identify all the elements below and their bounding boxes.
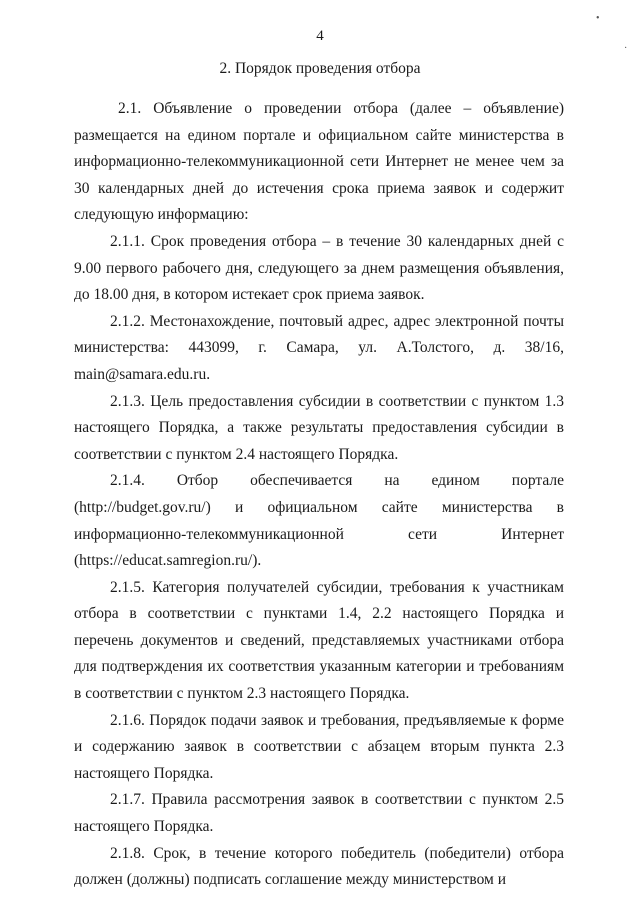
document-body <box>74 96 564 894</box>
paragraph-2-1-8: 2.1.8. Срок, в течение которого победитель (победители) отбора должен (должны) подписать соглашение между министерством и <box>74 844 564 889</box>
page-number: 4 <box>316 28 324 44</box>
paragraph-2-1-5: 2.1.5. Категория получателей субсидии, требования к участникам отбора в соответствии с пунктами 1.4, 2.2 настоящего Порядка и перечень документов и сведений, представляемых участниками отбора для подтверждения их соответствия указанным категории и требованиям в соответствии с пунктом 2.3 настоящего Порядка. <box>74 578 564 703</box>
paragraph-2-1-4: 2.1.4. Отбор обеспечивается на едином портале (http://budget.gov.ru/) и официальном сайте министерства в информационно-телекоммуникационной сети Интернет (https://educat.samregion.ru/). <box>74 472 564 570</box>
paragraph-2-1: 2.1. Объявление о проведении отбора (далее – объявление) размещается на едином портале и официальном сайте министерства в информационно-телекоммуникационной сети Интернет не менее чем за 30 календарных дней до истечения срока приема заявок и содержит следующую информацию: <box>74 100 564 224</box>
paragraph-2-1-1: 2.1.1. Срок проведения отбора – в течение 30 календарных дней с 9.00 первого рабочего дня, следующего за днем размещения объявления, до 18.00 дня, в котором истекает срок приема заявок. <box>74 232 564 304</box>
section-heading: 2. Порядок проведения отбора <box>219 60 421 77</box>
scan-speck: · <box>624 43 628 54</box>
paragraph-2-1-6: 2.1.6. Порядок подачи заявок и требования, предъявляемые к форме и содержанию заявок в соответствии с абзацем вторым пункта 2.3 настоящего Порядка. <box>74 711 564 782</box>
paragraph-2-1-7: 2.1.7. Правила рассмотрения заявок в соответствии с пунктом 2.5 настоящего Порядка. <box>74 791 564 836</box>
paragraph-2-1-3: 2.1.3. Цель предоставления субсидии в соответствии с пунктом 1.3 настоящего Порядка, а также результаты предоставления субсидии в соответствии с пунктом 2.4 настоящего Порядка. <box>74 392 564 463</box>
scan-speck: • <box>596 13 600 24</box>
paragraph-2-1-2: 2.1.2. Местонахождение, почтовый адрес, адрес электронной почты министерства: 443099, г. Самара, ул. А.Толстого, д. 38/16, main@samara.edu.ru. <box>74 312 564 383</box>
